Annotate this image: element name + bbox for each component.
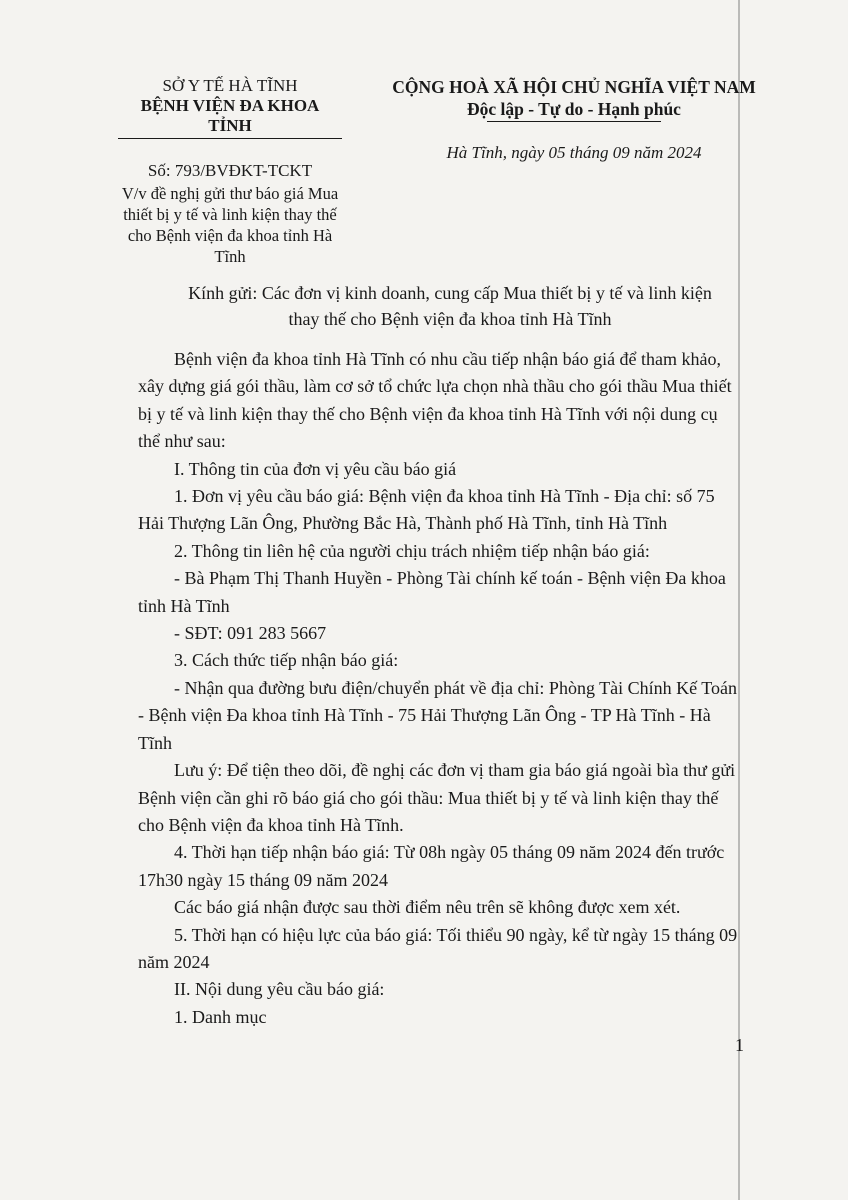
item-2-contact: 2. Thông tin liên hệ của người chịu trách nhiệm tiếp nhận báo giá: xyxy=(174,540,650,561)
receive-method: - Nhận qua đường bưu điện/chuyển phát về địa chỉ: Phòng Tài Chính Kế Toán - Bệnh viện Đa khoa tỉnh Hà Tĩnh - 75 Hải Thượng Lãn Ông - TP Hà Tĩnh - Hà Tĩnh xyxy=(138,677,738,753)
recipient-line-1: Kính gửi: Các đơn vị kinh doanh, cung cấp Mua thiết bị y tế và linh kiện xyxy=(188,283,712,303)
section-1-heading: I. Thông tin của đơn vị yêu cầu báo giá xyxy=(174,458,457,479)
recipient-line-2: thay thế cho Bệnh viện đa khoa tỉnh Hà Tĩnh xyxy=(288,309,612,329)
document-number: Số: 793/BVĐKT-TCKT xyxy=(147,161,313,180)
issuer-block xyxy=(112,76,348,267)
item-4-deadline: 4. Thời hạn tiếp nhận báo giá: Từ 08h ngày 05 tháng 09 năm 2024 đến trước 17h30 ngày 15 tháng 09 năm 2024 xyxy=(138,842,725,890)
national-motto: Độc lập - Tự do - Hạnh phúc xyxy=(467,99,681,119)
hospital-name: BỆNH VIỆN ĐA KHOA TỈNH xyxy=(118,96,342,139)
contact-name: - Bà Phạm Thị Thanh Huyền - Phòng Tài chính kế toán - Bệnh viện Đa khoa tỉnh Hà Tĩnh xyxy=(138,568,726,616)
section-2-heading: II. Nội dung yêu cầu báo giá: xyxy=(174,979,385,1000)
item-3-method: 3. Cách thức tiếp nhận báo giá: xyxy=(174,650,399,671)
recipient-block xyxy=(140,280,760,332)
scan-edge-line xyxy=(738,0,740,1200)
department-name: SỞ Y TẾ HÀ TĨNH xyxy=(162,76,298,95)
page-number: 1 xyxy=(735,1035,744,1055)
document-body xyxy=(138,346,738,1031)
place-date: Hà Tĩnh, ngày 05 tháng 09 năm 2024 xyxy=(446,143,702,162)
note-paragraph: Lưu ý: Để tiện theo dõi, đề nghị các đơn vị tham gia báo giá ngoài bìa thư gửi Bệnh viện cần ghi rõ báo giá cho gói thầu: Mua thiết bị y tế và linh kiện thay thế cho Bệnh viện đa khoa tỉnh Hà Tĩnh. xyxy=(138,760,736,835)
national-heading xyxy=(388,76,760,164)
late-notice: Các báo giá nhận được sau thời điểm nêu trên sẽ không được xem xét. xyxy=(174,897,681,918)
item-1-requester: 1. Đơn vị yêu cầu báo giá: Bệnh viện đa khoa tỉnh Hà Tĩnh - Địa chỉ: số 75 Hải Thượng Lãn Ông, Phường Bắc Hà, Thành phố Hà Tĩnh, tỉnh Hà Tĩnh xyxy=(138,486,715,534)
contact-phone: - SĐT: 091 283 5667 xyxy=(174,623,327,644)
document-subject: V/v đề nghị gửi thư báo giá Mua thiết bị y tế và linh kiện thay thế cho Bệnh viện đa khoa tỉnh Hà Tĩnh xyxy=(121,184,339,266)
item-5-validity: 5. Thời hạn có hiệu lực của báo giá: Tối thiểu 90 ngày, kể từ ngày 15 tháng 09 năm 2024 xyxy=(138,924,738,972)
motto-underline xyxy=(487,121,661,122)
intro-paragraph: Bệnh viện đa khoa tỉnh Hà Tĩnh có nhu cầu tiếp nhận báo giá để tham khảo, xây dựng giá gói thầu, làm cơ sở tổ chức lựa chọn nhà thầu cho gói thầu Mua thiết bị y tế và linh kiện thay thế cho Bệnh viện đa khoa tỉnh Hà Tĩnh với nội dung cụ thể như sau: xyxy=(138,349,732,452)
nation-title: CỘNG HOÀ XÃ HỘI CHỦ NGHĨA VIỆT NAM xyxy=(392,77,756,97)
list-heading: 1. Danh mục xyxy=(174,1006,267,1027)
